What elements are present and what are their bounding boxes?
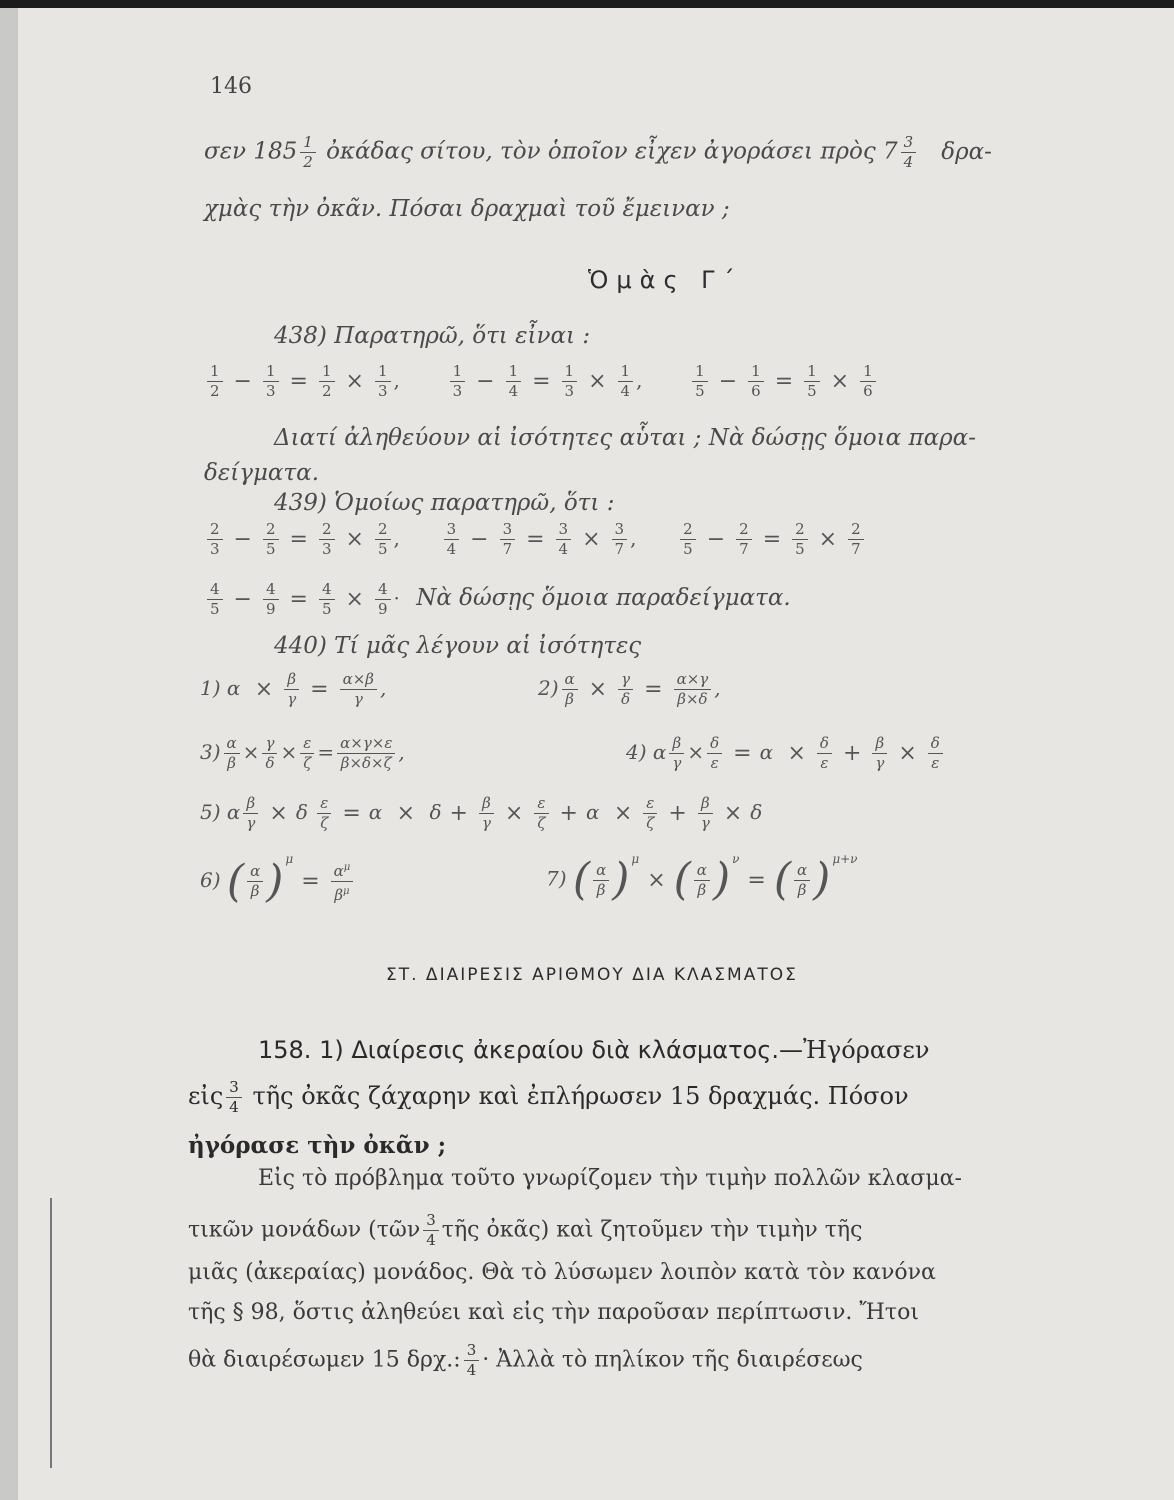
margin-mark [50, 1198, 52, 1468]
paragraph-158-line-1: 158. 1) Διαίρεσις ἀκεραίου διὰ κλάσματος.—Ἠγόρασεν [258, 1036, 930, 1064]
paragraph-number: 158. [258, 1036, 312, 1064]
paragraph-158-line-3: ἠγόρασε τὴν ὀκᾶν ; [188, 1132, 447, 1159]
intro-line-2: χμὰς τὴν ὀκᾶν. Πόσαι δραχμαὶ τοῦ ἔμειναν ; [204, 196, 730, 222]
identity-2: 2) $\frac{\alpha}{\beta}$ × $\frac{\gamma}{\delta}$ = $\frac{\alpha\times\gamma}{\beta\times\delta}$ , [538, 670, 721, 708]
paragraph-158-line-2: εἰς $\frac{3}{4}$ τῆς ὀκᾶς ζάχαρην καὶ ἐπλήρωσεν 15 δραχμάς. Πόσον [188, 1078, 909, 1116]
group-heading: Ὁμὰς Γ΄ [588, 266, 743, 294]
equation-row-438: $\frac{1}{2}$ − $\frac{1}{3}$ = $\frac{1}{2}$ × $\frac{1}{3}$ , $\frac{1}{3}$ − $\frac{1}{4}$ = $\frac{1}{3}$ × $\frac{1}{4}$ , $\frac{1}{5}$ − $\frac{1}{6}$ = $\frac{1}{5}$ × $\frac{1}{6}$ [204, 362, 879, 401]
identity-5: 5) α $\frac{\beta}{\gamma}$ × δ $\frac{\varepsilon}{\zeta}$ = α × δ + $\frac{\beta}{\gamma}$ × $\frac{\varepsilon}{\zeta}$ + α × $\frac{\varepsilon}{\zeta}$ + $\frac{\beta}{\gamma}$ × δ [200, 794, 763, 832]
fraction: $\frac{1}{2}$ [300, 133, 316, 172]
fraction: $\frac{3}{4}$ [901, 133, 917, 172]
exercise-439-label: 439) Ὁμοίως παρατηρῶ, ὅτι : [274, 490, 615, 516]
exercise-438-question: Διατί ἀληθεύουν αἱ ἰσότητες αὗται ; Νὰ δώσῃς ὅμοια παρα- [274, 425, 976, 451]
exercise-438-label: 438) Παρατηρῶ, ὅτι εἶναι : [274, 323, 591, 349]
identity-7: 7) ( $\frac{\alpha}{\beta}$ ) $^\mu$× ( $\frac{\alpha}{\beta}$ ) $^\nu$= ( $\frac{\alpha}{\beta}$ ) $^{\mu+\nu}$ [546, 852, 858, 905]
body-line-3: μιᾶς (ἀκεραίας) μονάδος. Θὰ τὸ λύσωμεν λοιπὸν κατὰ τὸν κανόνα [188, 1260, 936, 1285]
body-line-4: τῆς § 98, ὅστις ἀληθεύει καὶ εἰς τὴν παροῦσαν περίπτωσιν. Ἤτοι [188, 1300, 919, 1325]
exercise-439-tail: Νὰ δώσῃς ὅμοια παραδείγματα. [416, 585, 791, 611]
equation-row-439-b: $\frac{4}{5}$ − $\frac{4}{9}$ = $\frac{4}{5}$ × $\frac{4}{9}$ · Νὰ δώσῃς ὅμοια παραδείγματα. [204, 580, 791, 619]
scan-border [0, 0, 1174, 8]
page-number: 146 [210, 74, 252, 99]
book-page [18, 8, 1174, 1500]
body-line-1: Εἰς τὸ πρόβλημα τοῦτο γνωρίζομεν τὴν τιμὴν πολλῶν κλασμα- [258, 1166, 962, 1191]
exercise-440-label: 440) Τί μᾶς λέγουν αἱ ἰσότητες [274, 633, 642, 659]
identity-4: 4) α $\frac{\beta}{\gamma}$ × $\frac{\delta}{\varepsilon}$ = α × $\frac{\delta}{\varepsilon}$ + $\frac{\beta}{\gamma}$ × $\frac{\delta}{\varepsilon}$ [626, 734, 946, 773]
body-line-2: τικῶν μονάδων (τῶν $\frac{3}{4}$ τῆς ὀκᾶς) καὶ ζητοῦμεν τὴν τιμὴν τῆς [188, 1211, 863, 1249]
paragraph-title: 1) Διαίρεσις ἀκεραίου διὰ κλάσματος.— [319, 1036, 803, 1064]
section-title: ΣΤ. ΔΙΑΙΡΕΣΙΣ ΑΡΙΘΜΟΥ ΔΙΑ ΚΛΑΣΜΑΤΟΣ [386, 965, 798, 985]
equation-row-439-a: $\frac{2}{3}$ − $\frac{2}{5}$ = $\frac{2}{3}$ × $\frac{2}{5}$ , $\frac{3}{4}$ − $\frac{3}{7}$ = $\frac{3}{4}$ × $\frac{3}{7}$ , $\frac{2}{5}$ − $\frac{2}{7}$ = $\frac{2}{5}$ × $\frac{2}{7}$ [204, 520, 867, 559]
identity-1: 1) α × $\frac{\beta}{\gamma}$ = $\frac{\alpha\times\beta}{\gamma}$ , [200, 670, 387, 708]
exercise-438-question-cont: δείγματα. [204, 460, 319, 486]
identity-6: 6) ( $\frac{\alpha}{\beta}$ ) $^\mu$= $\frac{\alpha^\mu}{\beta^\mu}$ [200, 858, 356, 905]
intro-line-1: σεν 185 $\frac{1}{2}$ ὀκάδας σίτου, τὸν ὁποῖον εἶχεν ἀγοράσει πρὸς 7 $\frac{3}{4}$ δρα- [204, 133, 992, 171]
body-line-5: θὰ διαιρέσωμεν 15 δρχ.: $\frac{3}{4}$ · Ἀλλὰ τὸ πηλίκον τῆς διαιρέσεως [188, 1341, 863, 1379]
identity-3: 3) $\frac{\alpha}{\beta}$ × $\frac{\gamma}{\delta}$ × $\frac{\varepsilon}{\zeta}$ = $\frac{\alpha\times\gamma\times\varepsilon}{\beta\times\delta\times\zeta}$ , [200, 734, 405, 772]
